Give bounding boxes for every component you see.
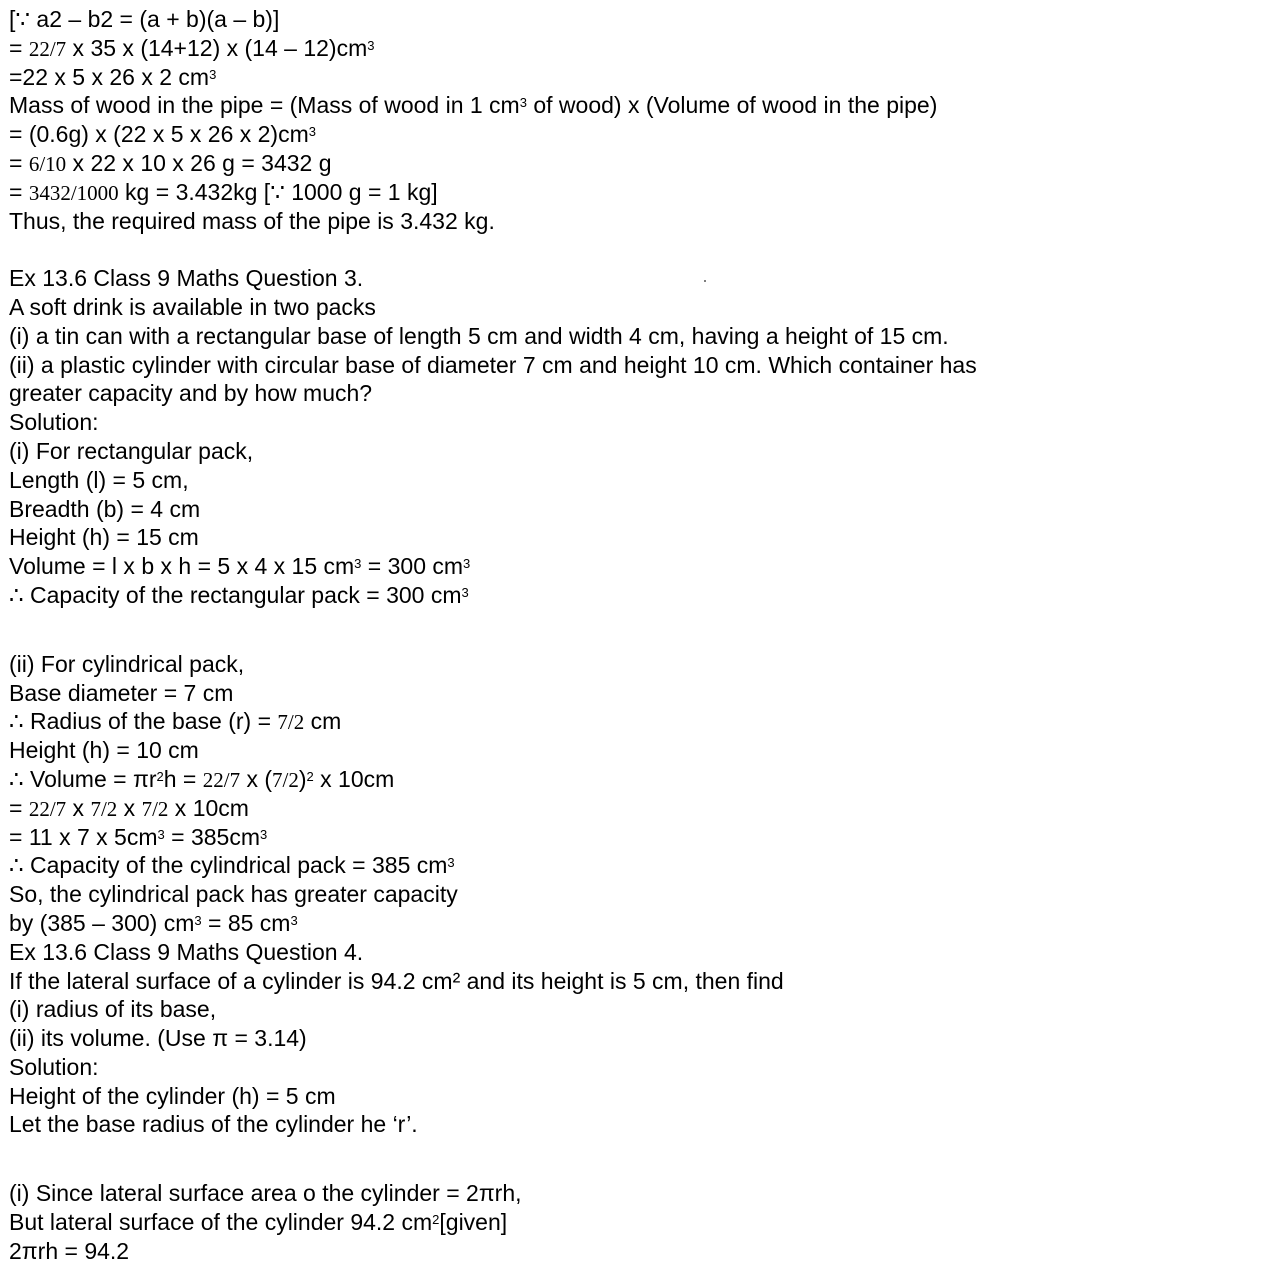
text-line — [9, 650, 1271, 679]
fraction: 7/2 — [141, 796, 169, 821]
text-segment: (i) Since lateral surface area o the cylinder = 2πrh, — [9, 1180, 522, 1207]
fraction: 22/7 — [28, 36, 67, 61]
text-line — [9, 207, 1271, 236]
stray-dot — [704, 280, 706, 282]
text-line — [9, 91, 1271, 120]
text-segment: Height (h) = 10 cm — [9, 737, 199, 764]
text-segment: If the lateral surface of a cylinder is 94.2 cm² and its height is 5 cm, then find — [9, 967, 784, 994]
text-line — [9, 5, 1271, 34]
text-segment: kg = 3.432kg [∵ 1000 g = 1 kg] — [118, 178, 438, 205]
text-line — [9, 967, 1271, 996]
text-segment: = — [9, 178, 29, 205]
text-segment: x — [117, 794, 142, 821]
text-line — [9, 880, 1271, 909]
text-segment: Let the base radius of the cylinder he ‘r’. — [9, 1111, 418, 1138]
blank-line — [9, 235, 1271, 264]
text-line — [9, 552, 1271, 581]
superscript: 3 — [290, 912, 298, 928]
text-line — [9, 794, 1271, 823]
superscript: 3 — [308, 124, 316, 140]
text-line — [9, 995, 1271, 1024]
text-segment: of wood) x (Volume of wood in the pipe) — [526, 92, 938, 119]
text-line — [9, 823, 1271, 852]
text-segment: Base diameter = 7 cm — [9, 679, 234, 706]
text-line — [9, 1053, 1271, 1082]
superscript: 3 — [461, 584, 469, 600]
text-segment: = 300 cm — [361, 553, 464, 580]
text-segment: Solution: — [9, 409, 99, 436]
text-segment: ∴ Capacity of the cylindrical pack = 385 cm — [9, 852, 448, 879]
text-segment: [∵ a2 – b2 = (a + b)(a – b)] — [9, 6, 280, 32]
text-segment: But lateral surface of the cylinder 94.2 cm — [9, 1209, 433, 1236]
text-segment: = — [9, 149, 29, 176]
text-line — [9, 149, 1271, 178]
text-line — [9, 408, 1271, 437]
text-line — [9, 466, 1271, 495]
text-line — [9, 351, 1271, 380]
text-segment: (ii) its volume. (Use π = 3.14) — [9, 1025, 307, 1052]
text-line — [9, 1208, 1271, 1237]
text-segment: = — [9, 794, 29, 821]
text-segment: x 10cm — [168, 794, 249, 821]
text-line — [9, 322, 1271, 351]
superscript: 3 — [260, 826, 268, 842]
text-line — [9, 293, 1271, 322]
text-segment: Solution: — [9, 1053, 99, 1080]
text-line — [9, 523, 1271, 552]
superscript: 2 — [156, 768, 164, 784]
text-segment: ∴ Volume = πr — [9, 765, 157, 792]
text-segment: x 10cm — [313, 765, 395, 792]
text-segment: x 22 x 10 x 26 g = 3432 g — [66, 149, 332, 176]
text-segment: Breadth (b) = 4 cm — [9, 495, 201, 522]
blank-line — [9, 1139, 1271, 1179]
text-segment: = 85 cm — [201, 909, 291, 936]
superscript: 3 — [157, 826, 165, 842]
text-segment: ∴ Radius of the base (r) = — [9, 708, 278, 735]
text-segment: ∴ Capacity of the rectangular pack = 300 cm — [9, 581, 462, 608]
superscript: 3 — [209, 66, 217, 82]
text-segment: Height (h) = 15 cm — [9, 524, 199, 551]
text-line — [9, 34, 1271, 63]
superscript: 2 — [306, 768, 314, 784]
text-line — [9, 851, 1271, 880]
text-segment: = 385cm — [164, 823, 260, 850]
superscript: 2 — [432, 1212, 440, 1228]
text-segment: Thus, the required mass of the pipe is 3.432 kg. — [9, 207, 495, 234]
text-line — [9, 679, 1271, 708]
fraction: 7/2 — [277, 710, 305, 735]
text-line — [9, 1179, 1271, 1208]
text-segment: (i) a tin can with a rectangular base of length 5 cm and width 4 cm, having a height of 15 cm. — [9, 322, 949, 349]
text-line — [9, 736, 1271, 765]
text-line — [9, 437, 1271, 466]
text-line — [9, 120, 1271, 149]
text-segment: (i) radius of its base, — [9, 996, 217, 1023]
text-segment: Mass of wood in the pipe = (Mass of wood in 1 cm — [9, 92, 520, 119]
text-segment: by (385 – 300) cm — [9, 909, 195, 936]
fraction: 7/2 — [90, 796, 118, 821]
text-segment: ) — [298, 765, 307, 792]
text-segment: h = — [163, 765, 203, 792]
superscript: 3 — [194, 912, 202, 928]
text-segment: Ex 13.6 Class 9 Maths Question 4. — [9, 938, 364, 965]
text-segment: Length (l) = 5 cm, — [9, 466, 189, 493]
text-segment: x 35 x (14+12) x (14 – 12)cm — [66, 34, 368, 61]
text-line — [9, 264, 1271, 293]
superscript: 3 — [354, 556, 362, 572]
text-segment: greater capacity and by how much? — [9, 380, 373, 407]
text-line — [9, 1082, 1271, 1111]
text-segment: Ex 13.6 Class 9 Maths Question 3. — [9, 265, 364, 292]
text-segment: =22 x 5 x 26 x 2 cm — [9, 63, 210, 90]
text-segment: x ( — [240, 765, 273, 792]
fraction: 3432/1000 — [28, 180, 119, 205]
fraction: 22/7 — [202, 767, 241, 792]
text-segment: cm — [304, 708, 342, 735]
text-line — [9, 495, 1271, 524]
text-segment: A soft drink is available in two packs — [9, 293, 376, 320]
superscript: 3 — [447, 855, 455, 871]
text-line — [9, 178, 1271, 207]
text-line — [9, 379, 1271, 408]
text-segment: 2πrh = 94.2 — [9, 1237, 130, 1264]
text-line — [9, 1237, 1271, 1266]
blank-line — [9, 610, 1271, 650]
text-line — [9, 581, 1271, 610]
text-line — [9, 1024, 1271, 1053]
fraction: 22/7 — [28, 796, 67, 821]
text-segment: So, the cylindrical pack has greater capacity — [9, 881, 458, 908]
document-page — [9, 5, 1271, 1266]
text-segment: [given] — [439, 1209, 508, 1236]
text-segment: Height of the cylinder (h) = 5 cm — [9, 1082, 336, 1109]
text-segment: (ii) For cylindrical pack, — [9, 650, 245, 677]
text-line — [9, 63, 1271, 92]
text-segment: (ii) a plastic cylinder with circular base of diameter 7 cm and height 10 cm. Which container has — [9, 351, 977, 378]
text-segment: = — [9, 34, 29, 61]
superscript: 3 — [463, 556, 471, 572]
superscript: 3 — [519, 95, 527, 111]
superscript: 3 — [367, 37, 375, 53]
text-segment: = 11 x 7 x 5cm — [9, 823, 158, 850]
text-line — [9, 1110, 1271, 1139]
text-line — [9, 765, 1271, 794]
fraction: 7/2 — [272, 767, 299, 792]
text-segment: (i) For rectangular pack, — [9, 437, 254, 464]
text-line — [9, 707, 1271, 736]
text-line — [9, 909, 1271, 938]
text-segment: Volume = l x b x h = 5 x 4 x 15 cm — [9, 553, 355, 580]
fraction: 6/10 — [28, 151, 67, 176]
text-segment: x — [66, 794, 91, 821]
text-line — [9, 938, 1271, 967]
text-segment: = (0.6g) x (22 x 5 x 26 x 2)cm — [9, 121, 309, 148]
